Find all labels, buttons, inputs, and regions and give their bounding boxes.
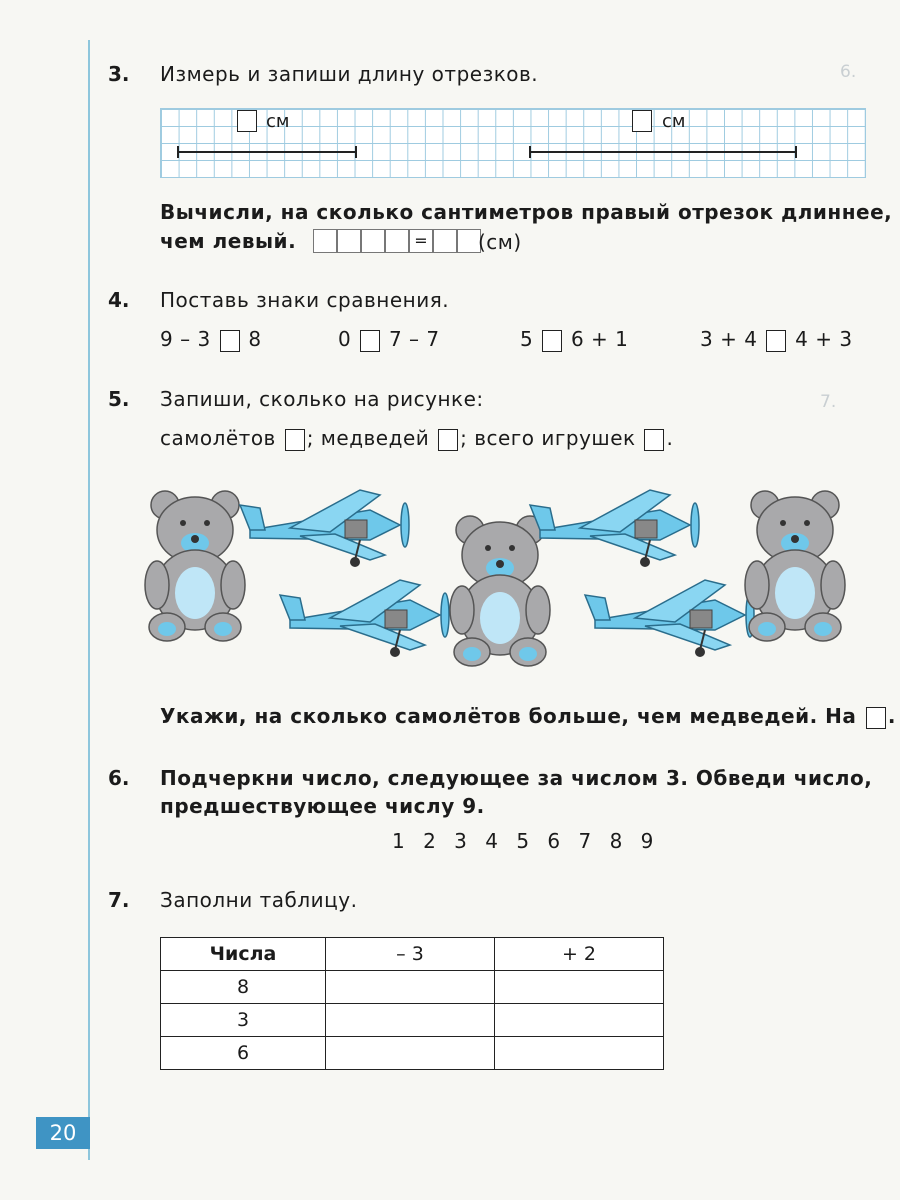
table-header-plus-2: + 2 bbox=[495, 938, 664, 971]
comparison-1 bbox=[160, 327, 262, 352]
task-3-title: Измерь и запиши длину отрезков. bbox=[160, 62, 539, 86]
comparison-4 bbox=[700, 327, 853, 352]
left-unit-label: см bbox=[266, 111, 290, 132]
right-segment-start-tick bbox=[529, 146, 531, 158]
bear-2 bbox=[450, 516, 550, 666]
bear-1 bbox=[145, 491, 245, 641]
task-5-title: Запиши, сколько на рисунке: bbox=[160, 387, 484, 411]
total-toys-label: ; всего игрушек bbox=[460, 426, 636, 450]
table-row-number: 6 bbox=[161, 1037, 326, 1070]
table-answer-cell[interactable] bbox=[326, 1037, 495, 1070]
comparison-3 bbox=[520, 327, 628, 352]
task-5-question bbox=[160, 704, 896, 729]
task-4-title: Поставь знаки сравнения. bbox=[160, 288, 450, 312]
task-3-question-line-1: Вычисли, на сколько сантиметров правый отрезок длиннее, bbox=[160, 200, 893, 224]
task-6-number: 6. bbox=[108, 766, 130, 790]
plane-1 bbox=[240, 490, 409, 567]
show-through-text: 7. bbox=[820, 392, 837, 412]
task-4-number: 4. bbox=[108, 288, 130, 312]
calc-cell[interactable] bbox=[361, 229, 385, 253]
plane-4 bbox=[585, 580, 754, 657]
comparison-3-right: 6 + 1 bbox=[570, 327, 629, 351]
planes-label: самолётов bbox=[160, 426, 276, 450]
comparison-sign-box[interactable] bbox=[360, 330, 380, 352]
table-row bbox=[161, 1037, 664, 1070]
task-6-line-2: предшествующее числу 9. bbox=[160, 794, 485, 818]
bears-label: ; медведей bbox=[306, 426, 430, 450]
task-3-question-line-2: чем левый. bbox=[160, 229, 297, 253]
task-5-number: 5. bbox=[108, 387, 130, 411]
show-through-text: 6. bbox=[840, 62, 857, 82]
left-segment-end-tick bbox=[355, 146, 357, 158]
table-header-row bbox=[161, 938, 664, 971]
table-row-number: 8 bbox=[161, 971, 326, 1004]
plane-2 bbox=[280, 580, 449, 657]
comparison-3-left: 5 bbox=[520, 327, 534, 351]
left-segment-start-tick bbox=[177, 146, 179, 158]
difference-answer-box[interactable] bbox=[866, 707, 886, 729]
page-number: 20 bbox=[36, 1117, 90, 1149]
comparison-2-right: 7 – 7 bbox=[388, 327, 440, 351]
number-sequence[interactable]: 1 2 3 4 5 6 7 8 9 bbox=[392, 829, 660, 853]
left-length-answer-box[interactable] bbox=[237, 110, 257, 132]
table-answer-cell[interactable] bbox=[326, 1004, 495, 1037]
table-header-numbers: Числа bbox=[161, 938, 326, 971]
comparison-1-left: 9 – 3 bbox=[160, 327, 211, 351]
unit-in-parentheses: (см) bbox=[478, 230, 522, 254]
comparison-4-left: 3 + 4 bbox=[700, 327, 758, 351]
task-5-counts-row bbox=[160, 426, 673, 451]
fill-table bbox=[160, 937, 664, 1070]
bears-count-box[interactable] bbox=[438, 429, 458, 451]
table-answer-cell[interactable] bbox=[495, 1037, 664, 1070]
total-toys-box[interactable] bbox=[644, 429, 664, 451]
left-segment bbox=[178, 151, 356, 153]
task-7-title: Заполни таблицу. bbox=[160, 888, 358, 912]
plane-3 bbox=[530, 490, 699, 567]
calc-cell[interactable] bbox=[313, 229, 337, 253]
task-3-number: 3. bbox=[108, 62, 130, 86]
counts-end-period: . bbox=[666, 426, 674, 450]
table-header-minus-3: – 3 bbox=[326, 938, 495, 971]
planes-count-box[interactable] bbox=[285, 429, 305, 451]
comparison-2-left: 0 bbox=[338, 327, 352, 351]
table-row bbox=[161, 1004, 664, 1037]
table-answer-cell[interactable] bbox=[326, 971, 495, 1004]
comparison-2 bbox=[338, 327, 440, 352]
comparison-sign-box[interactable] bbox=[542, 330, 562, 352]
right-segment-end-tick bbox=[795, 146, 797, 158]
comparison-1-right: 8 bbox=[248, 327, 262, 351]
equals-sign: = bbox=[409, 229, 433, 253]
table-row bbox=[161, 971, 664, 1004]
table-answer-cell[interactable] bbox=[495, 971, 664, 1004]
right-unit-label: см bbox=[662, 111, 686, 132]
toys-illustration bbox=[140, 470, 870, 680]
calc-cell[interactable] bbox=[385, 229, 409, 253]
table-answer-cell[interactable] bbox=[495, 1004, 664, 1037]
comparison-4-right: 4 + 3 bbox=[795, 327, 853, 351]
task-5-question-text: Укажи, на сколько самолётов больше, чем медведей. На bbox=[160, 704, 857, 728]
calc-cell[interactable] bbox=[433, 229, 457, 253]
table-row-number: 3 bbox=[161, 1004, 326, 1037]
comparison-sign-box[interactable] bbox=[766, 330, 786, 352]
difference-calculation-row bbox=[313, 229, 481, 251]
right-length-answer-box[interactable] bbox=[632, 110, 652, 132]
task-7-number: 7. bbox=[108, 888, 130, 912]
calc-cell[interactable] bbox=[337, 229, 361, 253]
comparison-sign-box[interactable] bbox=[220, 330, 240, 352]
bear-3 bbox=[745, 491, 845, 641]
task-6-line-1: Подчеркни число, следующее за числом 3. Обведи число, bbox=[160, 766, 873, 790]
right-segment bbox=[530, 151, 796, 153]
task-5-question-end: . bbox=[887, 704, 896, 728]
margin-line bbox=[88, 40, 90, 1160]
